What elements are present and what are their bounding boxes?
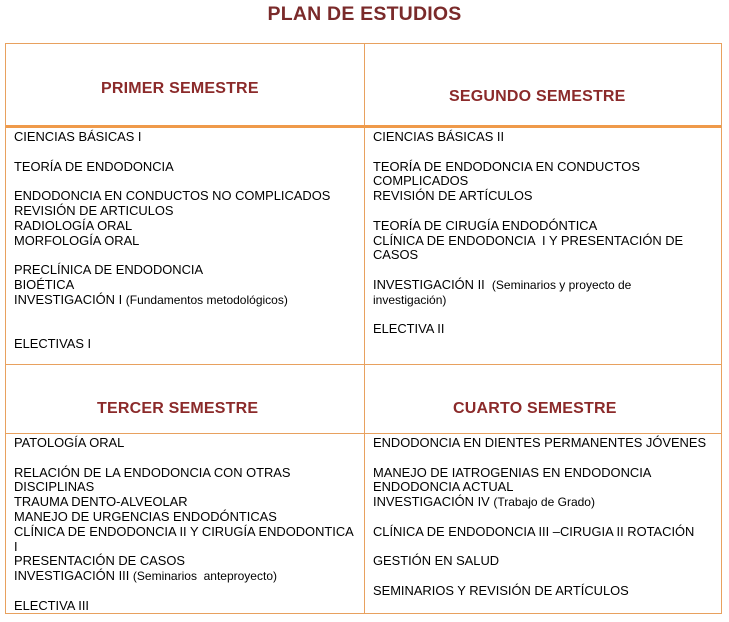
course-item: ELECTIVA III [14, 597, 89, 613]
course-note: (Trabajo de Grado) [493, 495, 595, 510]
course-item: CLÍNICA DE ENDODONCIA III –CIRUGIA II ROTACIÓN [373, 523, 695, 539]
course-note: (Seminarios y proyecto de [491, 277, 632, 292]
course-name: INVESTIGACIÓN IV [373, 494, 490, 510]
semester-2-courses [373, 130, 718, 337]
course-item: DISCIPLINAS [14, 479, 95, 495]
course-item: COMPLICADOS [373, 173, 469, 189]
course-item-research [14, 293, 359, 308]
course-item: GESTIÓN EN SALUD [373, 553, 500, 569]
page-title: PLAN DE ESTUDIOS [267, 3, 462, 25]
course-item: TEORÍA DE ENDODONCIA EN CONDUCTOS [373, 158, 640, 174]
course-note-cont: investigación) [373, 292, 447, 307]
course-item: ENDODONCIA ACTUAL [373, 479, 514, 495]
course-item: MANEJO DE URGENCIAS ENDODÓNTICAS [14, 508, 277, 524]
semester-1-header: PRIMER SEMESTRE [101, 80, 259, 97]
course-item [14, 174, 359, 189]
course-item-research [373, 495, 718, 510]
course-item: TEORÍA DE ENDODONCIA [14, 158, 174, 174]
course-item: PATOLOGÍA ORAL [14, 435, 125, 450]
course-name: INVESTIGACIÓN I [14, 291, 123, 307]
course-item: ELECTIVAS I [14, 336, 92, 352]
course-item: REVISIÓN DE ARTICULOS [14, 202, 174, 218]
course-name: INVESTIGACIÓN II [373, 276, 485, 292]
course-item: BIOÉTICA [14, 276, 75, 292]
course-item: SEMINARIOS Y REVISIÓN DE ARTÍCULOS [373, 582, 629, 598]
course-item [14, 145, 359, 160]
course-item: MORFOLOGÍA ORAL [14, 232, 140, 248]
course-item [14, 248, 359, 263]
course-item: CASOS [373, 247, 419, 263]
course-item: CLÍNICA DE ENDODONCIA I Y PRESENTACIÓN DE [373, 232, 684, 248]
course-item: ELECTIVA II [373, 321, 445, 337]
semester-2-header: SEGUNDO SEMESTRE [449, 88, 626, 105]
course-item: REVISIÓN DE ARTÍCULOS [373, 188, 533, 204]
semester-4-header: CUARTO SEMESTRE [453, 400, 617, 417]
header-divider-top [6, 125, 721, 128]
course-item: CIENCIAS BÁSICAS II [373, 129, 505, 144]
course-item: ENDODONCIA EN DIENTES PERMANENTES JÓVENES [373, 435, 707, 450]
column-divider [364, 44, 365, 613]
semester-3-header: TERCER SEMESTRE [97, 400, 259, 417]
semester-1-courses [14, 130, 359, 352]
course-item: RELACIÓN DE LA ENDODONCIA CON OTRAS [14, 464, 291, 480]
course-item: PRECLÍNICA DE ENDODONCIA [14, 262, 204, 278]
course-item: CIENCIAS BÁSICAS I [14, 129, 142, 144]
course-item: ENDODONCIA EN CONDUCTOS NO COMPLICADOS [14, 188, 331, 204]
curriculum-table [5, 43, 722, 614]
header-divider-bottom [6, 433, 721, 434]
course-item-research [373, 278, 718, 293]
course-item: PRESENTACIÓN DE CASOS [14, 553, 185, 569]
course-item-research [14, 569, 359, 584]
semester-3-courses [14, 436, 359, 614]
course-item: TRAUMA DENTO-ALVEOLAR [14, 494, 188, 510]
course-item: MANEJO DE IATROGENIAS EN ENDODONCIA [373, 464, 652, 480]
row-divider [6, 364, 721, 365]
course-item: TEORÍA DE CIRUGÍA ENDODÓNTICA [373, 217, 598, 233]
course-note: (Seminarios anteproyecto) [132, 569, 277, 584]
course-item: I [14, 538, 18, 554]
semester-4-courses [373, 436, 718, 599]
course-note: (Fundamentos metodológicos) [125, 292, 288, 307]
course-item: CLÍNICA DE ENDODONCIA II Y CIRUGÍA ENDODONTICA [14, 523, 354, 539]
course-item: RADIOLOGÍA ORAL [14, 217, 133, 233]
course-name: INVESTIGACIÓN III [14, 568, 130, 584]
